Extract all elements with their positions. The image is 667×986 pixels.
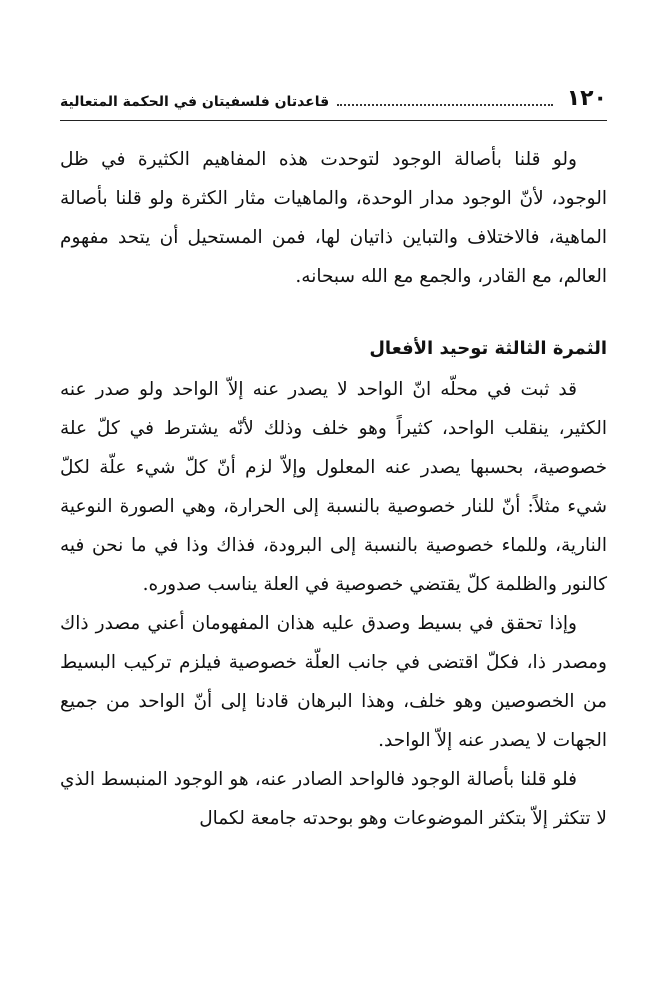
page-number: ١٢٠	[566, 86, 607, 111]
header-dotted-leader	[337, 103, 553, 106]
running-title: قاعدتان فلسفيتان في الحكمة المتعالية	[60, 94, 330, 110]
paragraph-3: وإذا تحقق في بسيط وصدق عليه هذان المفهومان أعني مصدر ذاك ومصدر ذا، فكلّ اقتضى في جانب العلّة خصوصية فيلزم تركيب البسيط من الخصوصين وهو خلف، وهذا البرهان قادنا إلى أنّ الواحد من جميع الجهات لا يصدر عنه إلاّ الواحد.	[60, 613, 607, 751]
paragraph-2: قد ثبت في محلّه انّ الواحد لا يصدر عنه إلاّ الواحد ولو صدر عنه الكثير، ينقلب الواحد، كثيراً وهو خلف وذلك لأنّه يشترط في كلّ علة خصوصية، بحسبها يصدر عنه المعلول وإلاّ لزم أنّ كلّ شيء علّة لكلّ شيء مثلاً: أنّ للنار خصوصية بالنسبة إلى الحرارة، وهي الصورة النوعية النارية، وللماء خصوصية بالنسبة إلى البرودة، فذاك وذا في ما نحن فيه كالنور والظلمة كلّ يقتضي خصوصية في العلة يناسب صدوره.	[60, 379, 607, 595]
page-header	[60, 82, 607, 112]
paragraph-4: فلو قلنا بأصالة الوجود فالواحد الصادر عنه، هو الوجود المنبسط الذي لا تتكثر إلاّ بتكثر الموضوعات وهو بوحدته جامعة لكمال	[60, 769, 607, 829]
section-heading: الثمرة الثالثة توحيد الأفعال	[369, 338, 607, 359]
header-rule	[60, 120, 607, 121]
page-body	[60, 140, 607, 838]
paragraph-1: ولو قلنا بأصالة الوجود لتوحدت هذه المفاهيم الكثيرة في ظل الوجود، لأنّ الوجود مدار الوحدة، والماهيات مثار الكثرة ولو قلنا بأصالة الماهية، فالاختلاف والتباين ذاتيان لها، فمن المستحيل أن يتحد مفهوم العالم، مع القادر، والجمع مع الله سبحانه.	[60, 149, 607, 287]
